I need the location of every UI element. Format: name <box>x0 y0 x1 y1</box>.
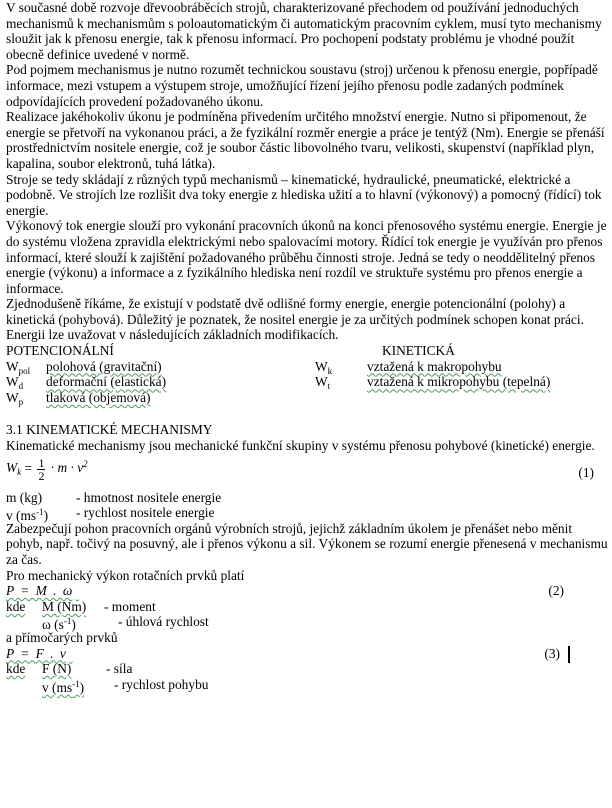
variable-velocity-desc: - rychlost nositele energie <box>76 505 215 521</box>
energy-deformation: deformační (elastická) <box>46 374 167 390</box>
equation-number-1: (1) <box>578 464 594 480</box>
paragraph-linear: a přímočarých prvků <box>6 629 118 645</box>
variable-row <box>6 677 608 693</box>
variable-force-desc: - síla <box>106 661 133 677</box>
formula2-text: P = M . ω <box>6 583 73 599</box>
variable-row <box>6 490 608 506</box>
symbol-w-t: $W_t$ <box>315 374 331 392</box>
symbol-w-d: $W_d$ <box>6 374 24 392</box>
equation-number-2: (2) <box>548 583 564 599</box>
energy-table-headings <box>6 343 608 359</box>
formula3-underline <box>69 646 459 662</box>
symbol-w-p: $W_p$ <box>6 389 24 407</box>
energy-table-row <box>6 390 608 406</box>
paragraph-rotational: Pro mechanický výkon rotačních prvků platí <box>6 567 245 583</box>
variable-moment-desc: - moment <box>104 598 156 614</box>
potential-heading: POTENCIONÁLNÍ <box>6 343 114 359</box>
paragraph-energy-forms: Zjednodušeně říkáme, že existují v podstatě dvě odlišné formy energie, energie potencionální (polohy) a kinetická (pohybová). Důležitý je poznatek, že nositel energie je za určitých podmínek schopen konat práci. Energii lze uvažovat v následujících základních modifikacích. <box>6 296 584 343</box>
formula1-fraction: $\frac{1}{2}$ <box>38 455 45 483</box>
variable-mass-desc: - hmotnost nositele energie <box>76 489 222 505</box>
variables-2 <box>6 598 608 633</box>
variable-mass: m (kg) <box>6 489 43 505</box>
paragraph-mechanism-definition: Pod pojmem mechanismus je nutno rozumět technickou soustavu (stroj) určenou k přenosu energie, popřípadě informace, mezi vstupem a výstupem stroje, umožňující řízení jejího přenosu podle zadaných podmínek odpovídajících provedení požadovaného úkonu. <box>6 62 598 109</box>
energy-macro-motion: vztažená k makropohybu <box>367 358 502 374</box>
variable-force: F (N) <box>42 661 72 677</box>
energy-pressure: tlaková (objemová) <box>46 389 151 405</box>
formula1-rhs: · $m \cdot v^2$ <box>50 459 88 476</box>
where-label: kde <box>6 661 26 677</box>
symbol-w-k: $W_k$ <box>315 358 333 376</box>
energy-micro-motion: vztažená k mikropohybu (tepelná) <box>367 374 551 390</box>
formula3-text: P = F . v <box>6 645 66 661</box>
variable-velocity: v $(ms^{-1})$ <box>6 507 49 524</box>
paragraph-energy-flows: Výkonový tok energie slouží pro vykonání pracovních úkonů na konci přenosového systému energie. Energie je do systému vložena zpravidla elektrickými nebo spalovacími motory. Řídící tok energie je využíván pro přenos informací, které slouží k zajištění požadovaného průběhu činnosti stroje. Jedná se tedy o neoddělitelný přenos energie (výkonu) a informace a z fyzikálního hlediska není rozdíl ve struktuře systému pro přenos energie a informace. <box>6 218 607 296</box>
formula-linear-power <box>6 646 608 662</box>
variable-angular-desc: - úhlová rychlost <box>118 614 209 630</box>
symbol-w-pol: $W_{pol}$ <box>6 358 31 376</box>
energy-table-row <box>6 374 608 390</box>
energy-table-row <box>6 359 608 375</box>
variable-moment: M (Nm) <box>42 598 87 614</box>
variables-3 <box>6 661 608 695</box>
paragraph-drive: Zabezpečují pohon pracovních orgánů výrobních strojů, jejichž základním úkolem je přenášet nebo měnit pohyb, např. točivý na posuvný, ale i přenos výkonu a sil. Výkonem se rozumí energie přenesená v mechanismu za čas. <box>6 520 608 567</box>
variable-speed-desc: - rychlost pohybu <box>114 676 209 692</box>
formula1-equals: = <box>24 460 33 476</box>
section-heading: 3.1 KINEMATICKÉ MECHANISMY <box>6 422 213 438</box>
where-label: kde <box>6 598 26 614</box>
formula2-underline <box>76 583 456 599</box>
paragraph-energy: Realizace jakéhokoliv úkonu je podmíněna přivedením určitého množství energie. Nutno si připomenout, že energie se přetvoří na vykonanou práci, a že fyzikální rozměr energie a práce je tentýž (Nm). Energie se přenáší prostřednictvím nositele energie, což je soubor částic libovolného tvaru, velikosti, skupenství (například plyn, kapalina, soubor elektronů, tuhá látka). <box>6 109 605 171</box>
equation-number-3: (3) <box>544 645 560 661</box>
formula-kinetic-energy <box>6 457 608 487</box>
energy-gravitational: polohová (gravitační) <box>46 358 162 374</box>
paragraph-mechanism-types: Stroje se tedy skládají z různých typů mechanismů – kinematické, hydraulické, pneumatické, elektrické a podobně. Ve strojích lze rozlišit dva toky energie z hlediska užití a to hlavní (výkonový) a pomocný (řídící) tok energie. <box>6 171 602 218</box>
text-cursor <box>568 646 570 663</box>
variable-row <box>6 599 608 615</box>
variable-speed: v $(ms^{-1})$ <box>42 678 85 695</box>
document-page <box>6 0 608 695</box>
kinetic-heading: KINETICKÁ <box>382 343 455 359</box>
energy-forms-table <box>6 343 608 405</box>
variable-row <box>6 661 608 677</box>
paragraph-intro: V současné době rozvoje dřevoobráběcích strojů, charakterizované přechodem od používání jednoduchých mechanismů k mechanismům s poloautomatickým či automatickým pracovním cyklem, musí tyto mechanismy sloužit jak k přenosu energie, tak k přenosu informací. Pro pochopení podstaty problému je vhodné použít obecně definice uvedené v normě. <box>6 0 602 62</box>
variable-row <box>6 505 608 524</box>
variable-row <box>6 614 608 633</box>
variable-angular: ω $(s^{-1})$ <box>42 616 76 633</box>
formula1-lhs: $W_k$ <box>6 460 22 478</box>
section-intro: Kinematické mechanismy jsou mechanické funkční skupiny v systému přenosu pohybové (kinetické) energie. <box>6 438 595 454</box>
formula-rotational-power <box>6 583 608 599</box>
variables-1 <box>6 489 608 524</box>
